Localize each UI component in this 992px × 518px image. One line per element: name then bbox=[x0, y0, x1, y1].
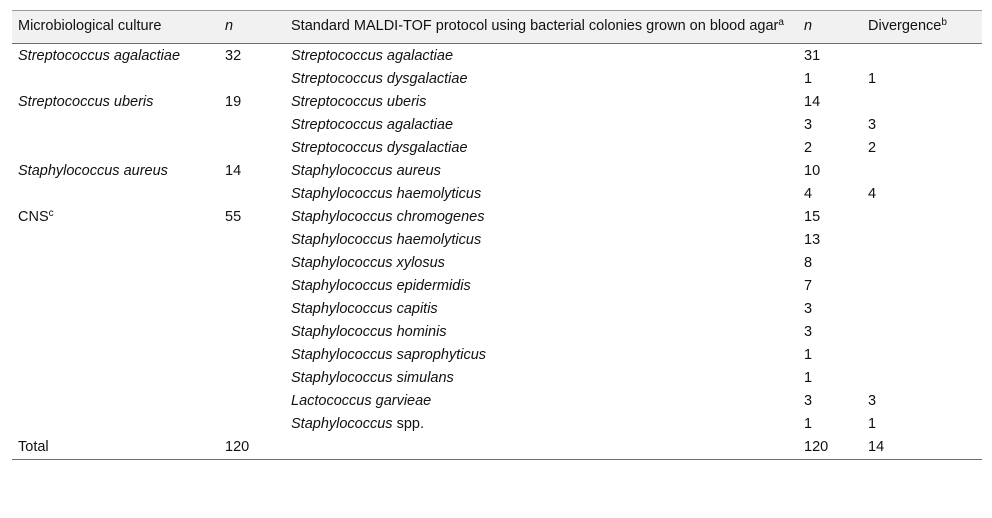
species-name: Staphylococcus capitis bbox=[291, 301, 438, 317]
cell-culture bbox=[12, 229, 219, 252]
cell-culture bbox=[12, 298, 219, 321]
cell-divergence bbox=[862, 160, 982, 183]
table-body bbox=[12, 44, 982, 460]
cell-culture bbox=[12, 436, 219, 460]
cell-divergence: 1 bbox=[868, 71, 877, 87]
cell-n-protocol: 1 bbox=[804, 347, 813, 363]
species-name: Streptococcus dysgalactiae bbox=[291, 71, 468, 87]
cell-species bbox=[285, 160, 798, 183]
cell-n-protocol: 1 bbox=[804, 416, 813, 432]
cell-divergence bbox=[862, 206, 982, 229]
species-name: Streptococcus agalactiae bbox=[291, 117, 454, 133]
cell-species bbox=[285, 436, 798, 460]
table-row bbox=[12, 275, 982, 298]
cell-divergence bbox=[862, 344, 982, 367]
cell-culture bbox=[12, 68, 219, 91]
cell-culture bbox=[12, 321, 219, 344]
cell-n-protocol: 7 bbox=[804, 278, 813, 294]
cell-n-culture bbox=[219, 275, 285, 298]
species-name: Staphylococcus xylosus bbox=[291, 255, 445, 271]
species-name: Staphylococcus chromogenes bbox=[291, 209, 485, 225]
cell-n-culture: 32 bbox=[225, 48, 242, 64]
cell-species bbox=[285, 321, 798, 344]
cell-species bbox=[285, 275, 798, 298]
species-name: Staphylococcus hominis bbox=[291, 324, 447, 340]
header-row bbox=[12, 11, 982, 44]
cell-species bbox=[285, 367, 798, 390]
table-row bbox=[12, 68, 982, 91]
table-row bbox=[12, 137, 982, 160]
cell-divergence bbox=[862, 91, 982, 114]
cell-n-protocol: 14 bbox=[804, 94, 821, 110]
table-row bbox=[12, 183, 982, 206]
cell-divergence: 3 bbox=[868, 393, 877, 409]
cell-n-culture bbox=[219, 137, 285, 160]
cell-n-protocol: 31 bbox=[804, 48, 821, 64]
table-row bbox=[12, 114, 982, 137]
cell-divergence bbox=[862, 321, 982, 344]
cell-culture bbox=[12, 137, 219, 160]
table-row bbox=[12, 160, 982, 183]
cell-culture bbox=[12, 114, 219, 137]
cell-n-culture bbox=[219, 390, 285, 413]
species-name: Staphylococcus bbox=[291, 416, 393, 432]
species-name: Staphylococcus haemolyticus bbox=[291, 186, 482, 202]
cell-n-culture bbox=[219, 344, 285, 367]
cell-n-culture bbox=[219, 321, 285, 344]
cell-n-protocol: 8 bbox=[804, 255, 813, 271]
cell-n-protocol: 4 bbox=[804, 186, 813, 202]
cell-divergence: 3 bbox=[868, 117, 877, 133]
table-row bbox=[12, 344, 982, 367]
cell-n-culture: 14 bbox=[225, 163, 242, 179]
cell-species bbox=[285, 344, 798, 367]
cell-n-protocol: 1 bbox=[804, 370, 813, 386]
cell-n-culture bbox=[219, 298, 285, 321]
cell-species bbox=[285, 298, 798, 321]
header-divergence-footnote: b bbox=[941, 17, 947, 28]
table-row bbox=[12, 44, 982, 69]
cell-species bbox=[285, 44, 798, 69]
cell-species bbox=[285, 206, 798, 229]
header-divergence bbox=[862, 11, 982, 44]
cell-n-culture bbox=[219, 114, 285, 137]
culture-name: Total bbox=[18, 439, 49, 455]
cell-n-protocol: 13 bbox=[804, 232, 821, 248]
cell-culture bbox=[12, 390, 219, 413]
header-protocol bbox=[285, 11, 798, 44]
cell-n-culture: 19 bbox=[225, 94, 242, 110]
cell-culture bbox=[12, 252, 219, 275]
cell-culture bbox=[12, 183, 219, 206]
cell-divergence: 2 bbox=[868, 140, 877, 156]
cell-n-culture bbox=[219, 413, 285, 436]
table-row bbox=[12, 252, 982, 275]
cell-divergence bbox=[862, 367, 982, 390]
species-name: Staphylococcus saprophyticus bbox=[291, 347, 487, 363]
header-culture: Microbiological culture bbox=[18, 18, 162, 34]
cell-culture bbox=[12, 91, 219, 114]
cell-culture bbox=[12, 44, 219, 69]
species-name: Lactococcus garvieae bbox=[291, 393, 432, 409]
cell-n-culture bbox=[219, 68, 285, 91]
cell-n-protocol: 2 bbox=[804, 140, 813, 156]
cell-species bbox=[285, 91, 798, 114]
cell-n-culture bbox=[219, 367, 285, 390]
cell-n-protocol: 10 bbox=[804, 163, 821, 179]
cell-n-culture bbox=[219, 252, 285, 275]
cell-n-culture: 120 bbox=[219, 436, 285, 460]
cell-n-protocol: 3 bbox=[804, 301, 813, 317]
cell-n-culture bbox=[219, 229, 285, 252]
culture-name: Streptococcus uberis bbox=[18, 94, 154, 110]
cell-n-protocol: 120 bbox=[798, 436, 862, 460]
species-suffix: spp. bbox=[392, 416, 424, 432]
species-name: Staphylococcus simulans bbox=[291, 370, 454, 386]
cell-divergence: 1 bbox=[868, 416, 877, 432]
cell-n-culture: 55 bbox=[225, 209, 242, 225]
species-name: Staphylococcus haemolyticus bbox=[291, 232, 482, 248]
header-n-culture: n bbox=[225, 18, 234, 34]
header-divergence-text: Divergence bbox=[868, 18, 942, 34]
cell-species bbox=[285, 183, 798, 206]
cell-culture bbox=[12, 275, 219, 298]
culture-name: Staphylococcus aureus bbox=[18, 163, 168, 179]
species-name: Streptococcus dysgalactiae bbox=[291, 140, 468, 156]
cell-n-protocol: 3 bbox=[804, 324, 813, 340]
table-row bbox=[12, 229, 982, 252]
cell-divergence bbox=[862, 298, 982, 321]
cell-species bbox=[285, 390, 798, 413]
cell-n-protocol: 3 bbox=[804, 393, 813, 409]
cell-culture bbox=[12, 413, 219, 436]
table-row bbox=[12, 91, 982, 114]
species-name: Staphylococcus aureus bbox=[291, 163, 441, 179]
species-name: Streptococcus agalactiae bbox=[291, 48, 454, 64]
culture-name: Streptococcus agalactiae bbox=[18, 48, 181, 64]
cell-species bbox=[285, 413, 798, 436]
culture-footnote: c bbox=[48, 208, 54, 219]
cell-divergence bbox=[862, 252, 982, 275]
cell-divergence: 14 bbox=[862, 436, 982, 460]
cell-n-protocol: 1 bbox=[804, 71, 813, 87]
header-n-protocol: n bbox=[804, 18, 813, 34]
cell-species bbox=[285, 137, 798, 160]
cell-culture bbox=[12, 344, 219, 367]
cell-species bbox=[285, 252, 798, 275]
cell-species bbox=[285, 68, 798, 91]
table-row bbox=[12, 367, 982, 390]
cell-culture bbox=[12, 206, 219, 229]
cell-species bbox=[285, 114, 798, 137]
cell-divergence bbox=[862, 229, 982, 252]
species-name: Streptococcus uberis bbox=[291, 94, 427, 110]
table-row bbox=[12, 206, 982, 229]
table-row bbox=[12, 390, 982, 413]
cell-n-culture bbox=[219, 183, 285, 206]
cell-n-protocol: 3 bbox=[804, 117, 813, 133]
species-name: Staphylococcus epidermidis bbox=[291, 278, 471, 294]
header-protocol-footnote: a bbox=[778, 17, 784, 28]
cell-species bbox=[285, 229, 798, 252]
cell-divergence bbox=[862, 275, 982, 298]
table-row bbox=[12, 436, 982, 460]
table-row bbox=[12, 413, 982, 436]
cell-n-protocol: 15 bbox=[804, 209, 821, 225]
header-protocol-text: Standard MALDI-TOF protocol using bacterial colonies grown on blood agar bbox=[291, 18, 779, 34]
cell-culture bbox=[12, 160, 219, 183]
cell-divergence: 4 bbox=[868, 186, 877, 202]
table-row bbox=[12, 321, 982, 344]
table-header bbox=[12, 11, 982, 44]
culture-name: CNS bbox=[18, 209, 49, 225]
cell-divergence bbox=[862, 44, 982, 69]
results-table bbox=[12, 10, 982, 460]
table-row bbox=[12, 298, 982, 321]
cell-culture bbox=[12, 367, 219, 390]
